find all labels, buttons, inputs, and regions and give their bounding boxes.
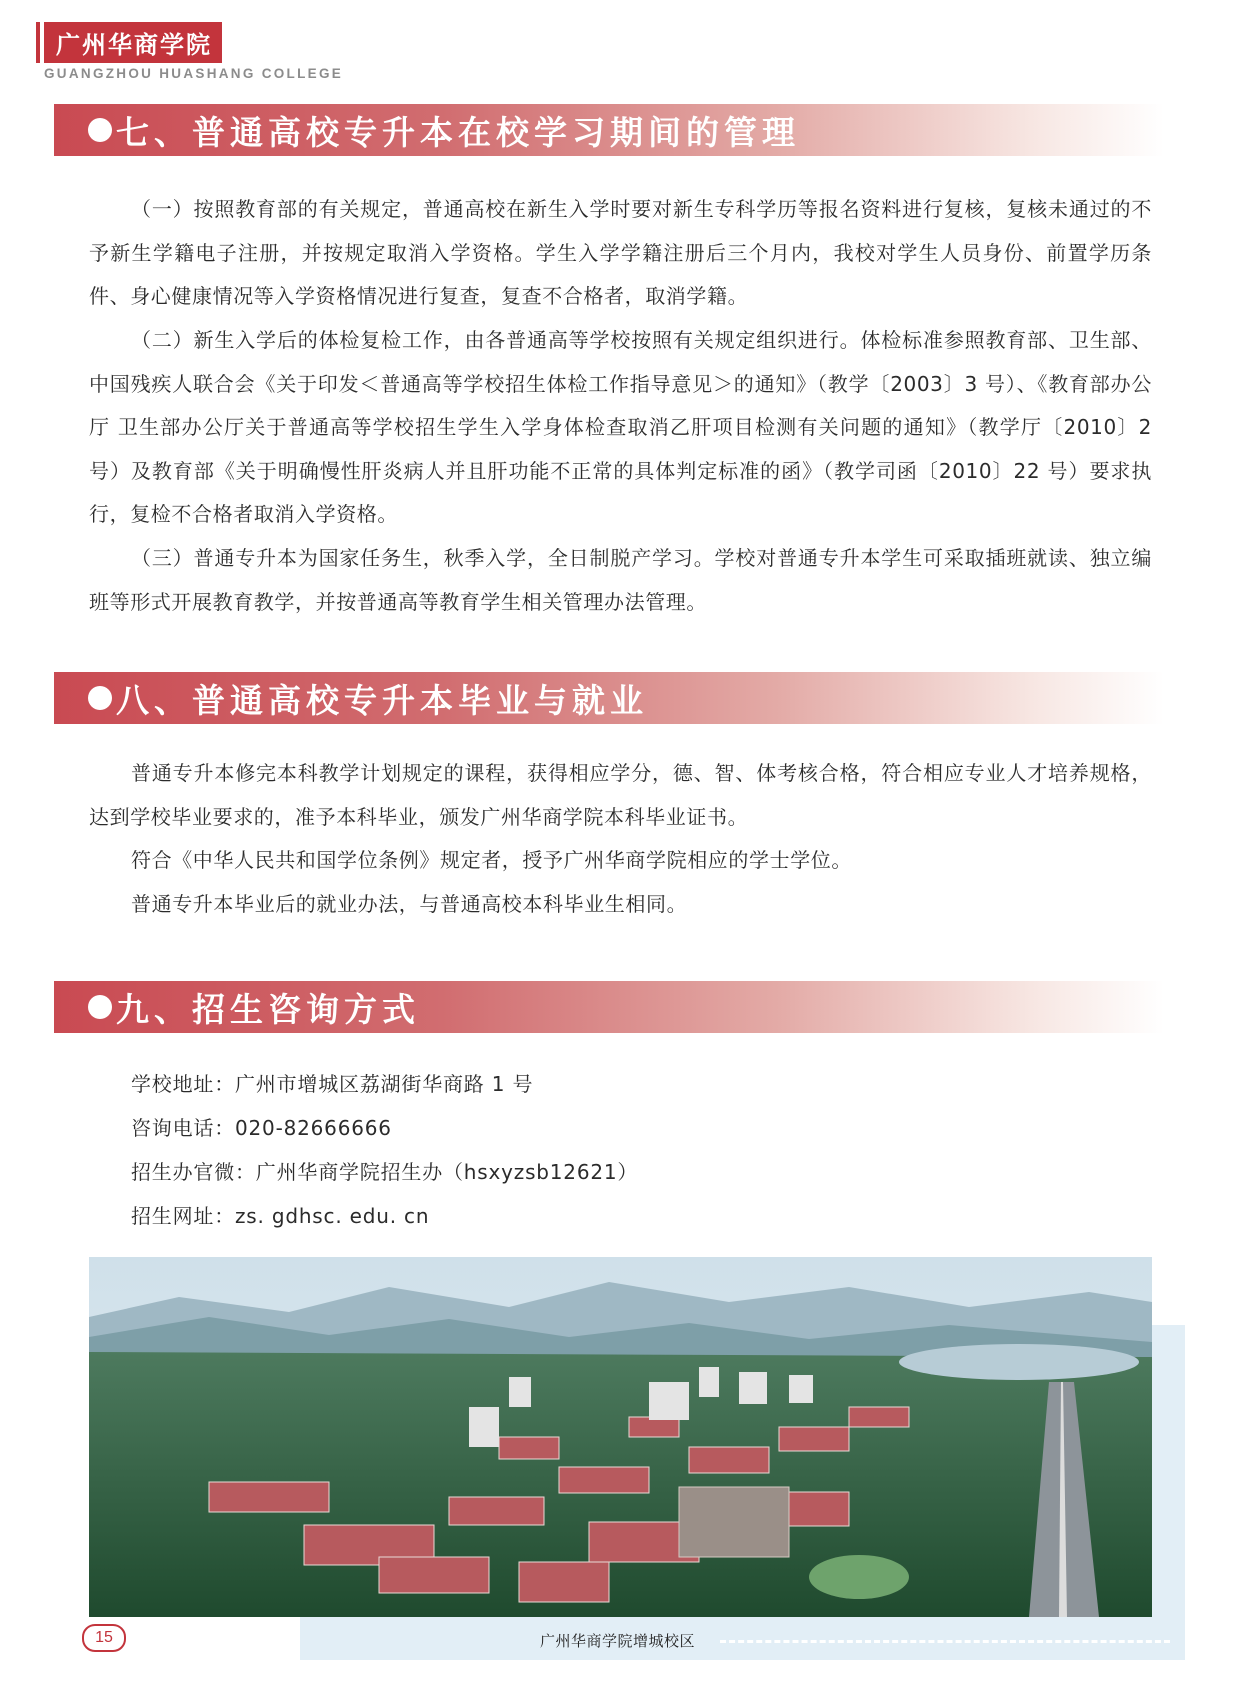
decorative-dashed-line [720,1640,1170,1643]
logo-chinese-name: 广州华商学院 [44,22,222,63]
bullet-dot-icon [88,118,112,142]
contact-info [131,1062,638,1238]
admission-website: 招生网址：zs. gdhsc. edu. cn [131,1204,430,1228]
college-logo [44,22,343,81]
campus-aerial-photo [89,1257,1152,1617]
consult-phone: 咨询电话：020-82666666 [131,1116,392,1140]
paragraph: （二）新生入学后的体检复检工作，由各普通高等学校按照有关规定组织进行。体检标准参照教育部、卫生部、中国残疾人联合会《关于印发＜普通高等学校招生体检工作指导意见＞的通知》（教学〔2003〕3 号）、《教育部办公厅 卫生部办公厅关于普通高等学校招生学生入学身体检查取消乙肝项目检测有关问题的通知》（教学厅〔2010〕2 号）及教育部《关于明确慢性肝炎病人并且肝功能不正常的具体判定标准的函》（教学司函〔2010〕22 号）要求执行，复检不合格者取消入学资格。 [89,328,1152,526]
paragraph: （三）普通专升本为国家任务生，秋季入学，全日制脱产学习。学校对普通专升本学生可采取插班就读、独立编班等形式开展教育教学，并按普通高等教育学生相关管理办法管理。 [89,546,1152,614]
page-number: 15 [82,1624,126,1652]
section-9-header [54,981,1164,1033]
section-title: 七、普通高校专升本在校学习期间的管理 [116,112,800,152]
paragraph: 符合《中华人民共和国学位条例》规定者，授予广州华商学院相应的学士学位。 [131,848,852,872]
logo-english-name: GUANGZHOU HUASHANG COLLEGE [44,66,344,81]
photo-caption: 广州华商学院增城校区 [540,1632,696,1650]
bullet-dot-icon [88,686,112,710]
section-7-header [54,104,1164,156]
paragraph: 普通专升本修完本科教学计划规定的课程，获得相应学分，德、智、体考核合格，符合相应专业人才培养规格，达到学校毕业要求的，准予本科毕业，颁发广州华商学院本科毕业证书。 [89,761,1152,829]
paragraph: （一）按照教育部的有关规定，普通高校在新生入学时要对新生专科学历等报名资料进行复核，复核未通过的不予新生学籍电子注册，并按规定取消入学资格。学生入学学籍注册后三个月内，我校对学生人员身份、前置学历条件、身心健康情况等入学资格情况进行复查，复查不合格者，取消学籍。 [89,197,1152,308]
paragraph: 普通专升本毕业后的就业办法，与普通高校本科毕业生相同。 [131,892,688,916]
bullet-dot-icon [88,995,112,1019]
section-title: 九、招生咨询方式 [116,989,420,1029]
section-8-header [54,672,1164,724]
wechat-account: 招生办官微：广州华商学院招生办（hsxyzsb12621） [131,1160,639,1184]
school-address: 学校地址：广州市增城区荔湖街华商路 1 号 [131,1072,534,1096]
section-title: 八、普通高校专升本毕业与就业 [116,680,648,720]
